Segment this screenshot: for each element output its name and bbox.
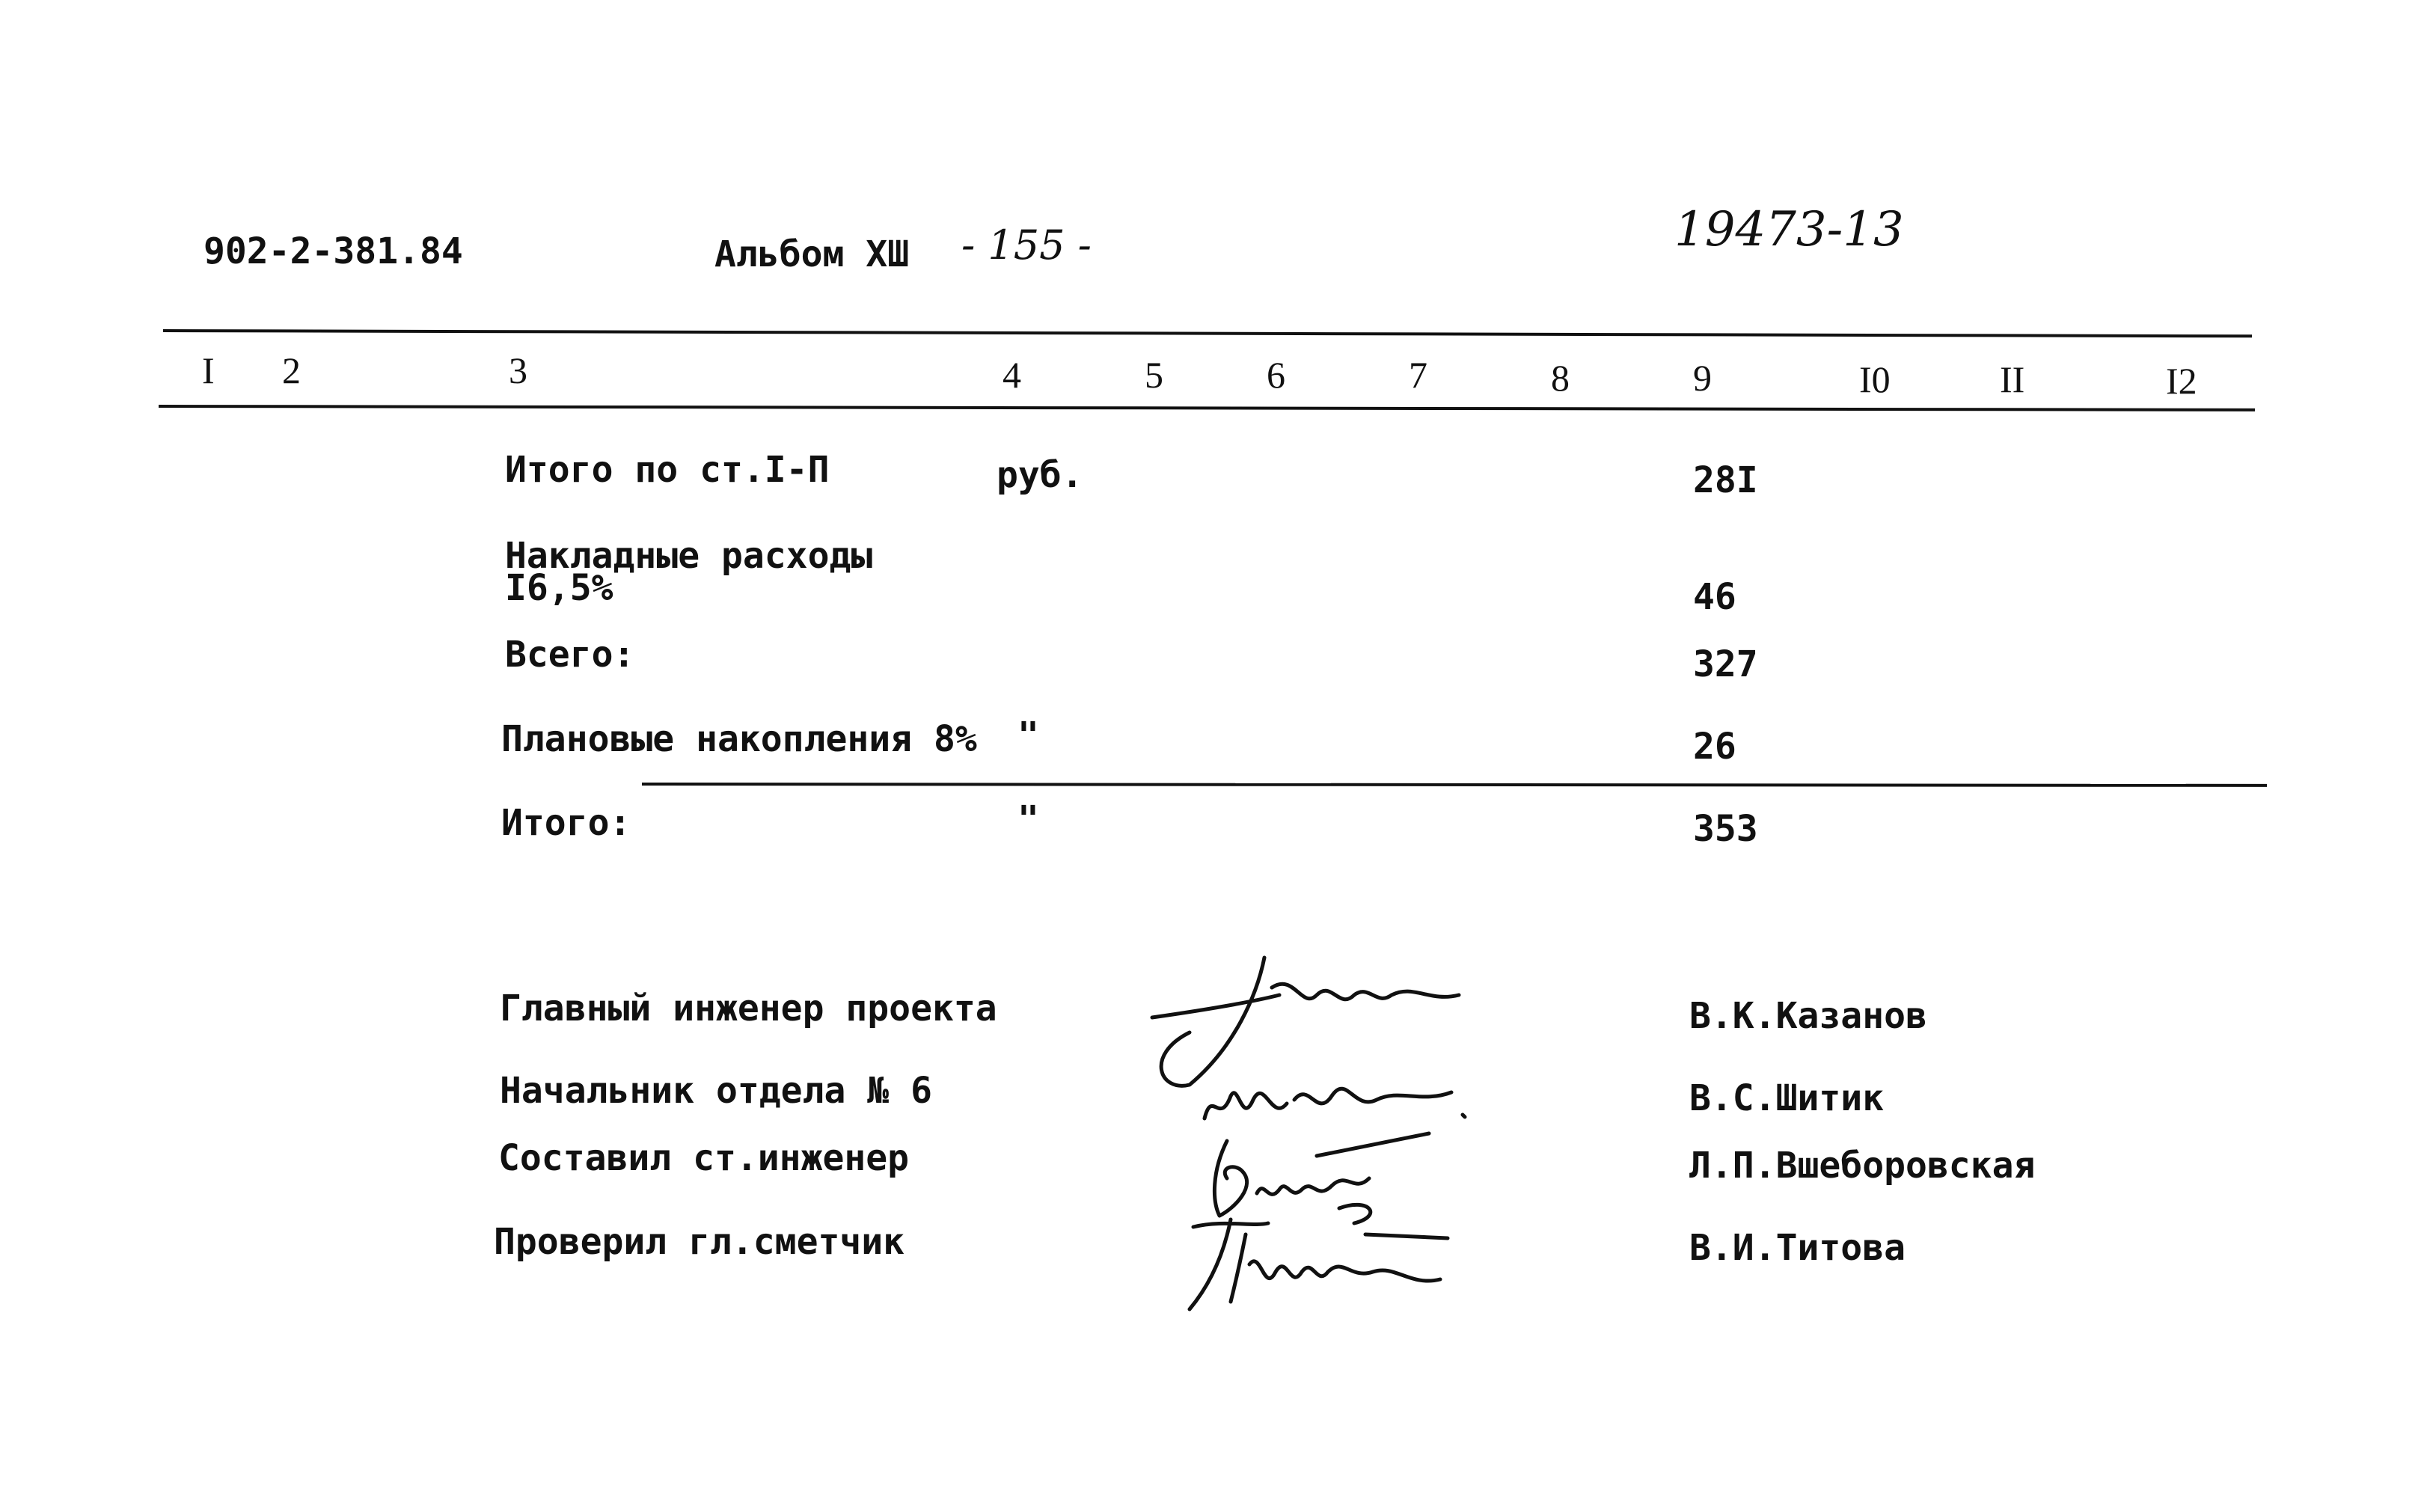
signer-name: В.И.Титова: [1689, 1227, 1906, 1269]
row-name: Итого:: [501, 802, 631, 844]
row-value: 46: [1693, 576, 1736, 618]
column-number: 4: [1003, 354, 1021, 396]
row-name: Накладные расходы: [505, 535, 873, 577]
doc-code: 902-2-381.84: [203, 230, 463, 272]
signer-name: В.С.Шитик: [1689, 1077, 1885, 1119]
column-number: 7: [1409, 354, 1427, 396]
row-unit: руб.: [997, 454, 1083, 496]
signer-position: Начальник отдела № 6: [500, 1070, 932, 1112]
table-header-bottom-rule: [159, 405, 2255, 411]
registration-number: 19473-13: [1674, 202, 1904, 257]
column-number: I0: [1859, 358, 1891, 400]
signer-name: В.К.Казанов: [1689, 995, 1927, 1037]
row-value: 26: [1693, 726, 1736, 768]
column-number: 8: [1551, 357, 1570, 399]
row-name-rate: I6,5%: [505, 567, 613, 609]
column-number: I: [202, 349, 215, 391]
signer-position: Проверил гл.сметчик: [494, 1221, 905, 1263]
row-value: 28I: [1693, 459, 1758, 501]
column-number: 9: [1693, 357, 1712, 399]
signer-name: Л.П.Вшеборовская: [1689, 1145, 2036, 1187]
signer-position: Составил ст.инженер: [498, 1137, 910, 1179]
row-name: Плановые накопления 8%: [501, 718, 977, 760]
column-number: II: [2000, 358, 2025, 400]
album-label: Альбом XШ: [714, 233, 910, 275]
page-number: - 155 -: [961, 221, 1092, 269]
row-unit: ": [1017, 798, 1039, 840]
row-name: Всего:: [505, 634, 635, 676]
column-number: I2: [2166, 360, 2197, 402]
handwritten-signature: [1178, 1205, 1463, 1317]
column-number: 5: [1145, 354, 1163, 396]
row-value: 327: [1693, 643, 1758, 685]
table-top-rule: [163, 329, 2252, 337]
row-unit: ": [1017, 714, 1039, 756]
row-name: Итого по ст.I-П: [505, 449, 830, 491]
signer-position: Главный инженер проекта: [500, 988, 997, 1029]
column-number: 3: [509, 349, 527, 391]
column-number: 6: [1267, 354, 1285, 396]
column-number: 2: [282, 349, 301, 391]
total-rule: [642, 783, 2267, 787]
row-value: 353: [1693, 808, 1758, 850]
